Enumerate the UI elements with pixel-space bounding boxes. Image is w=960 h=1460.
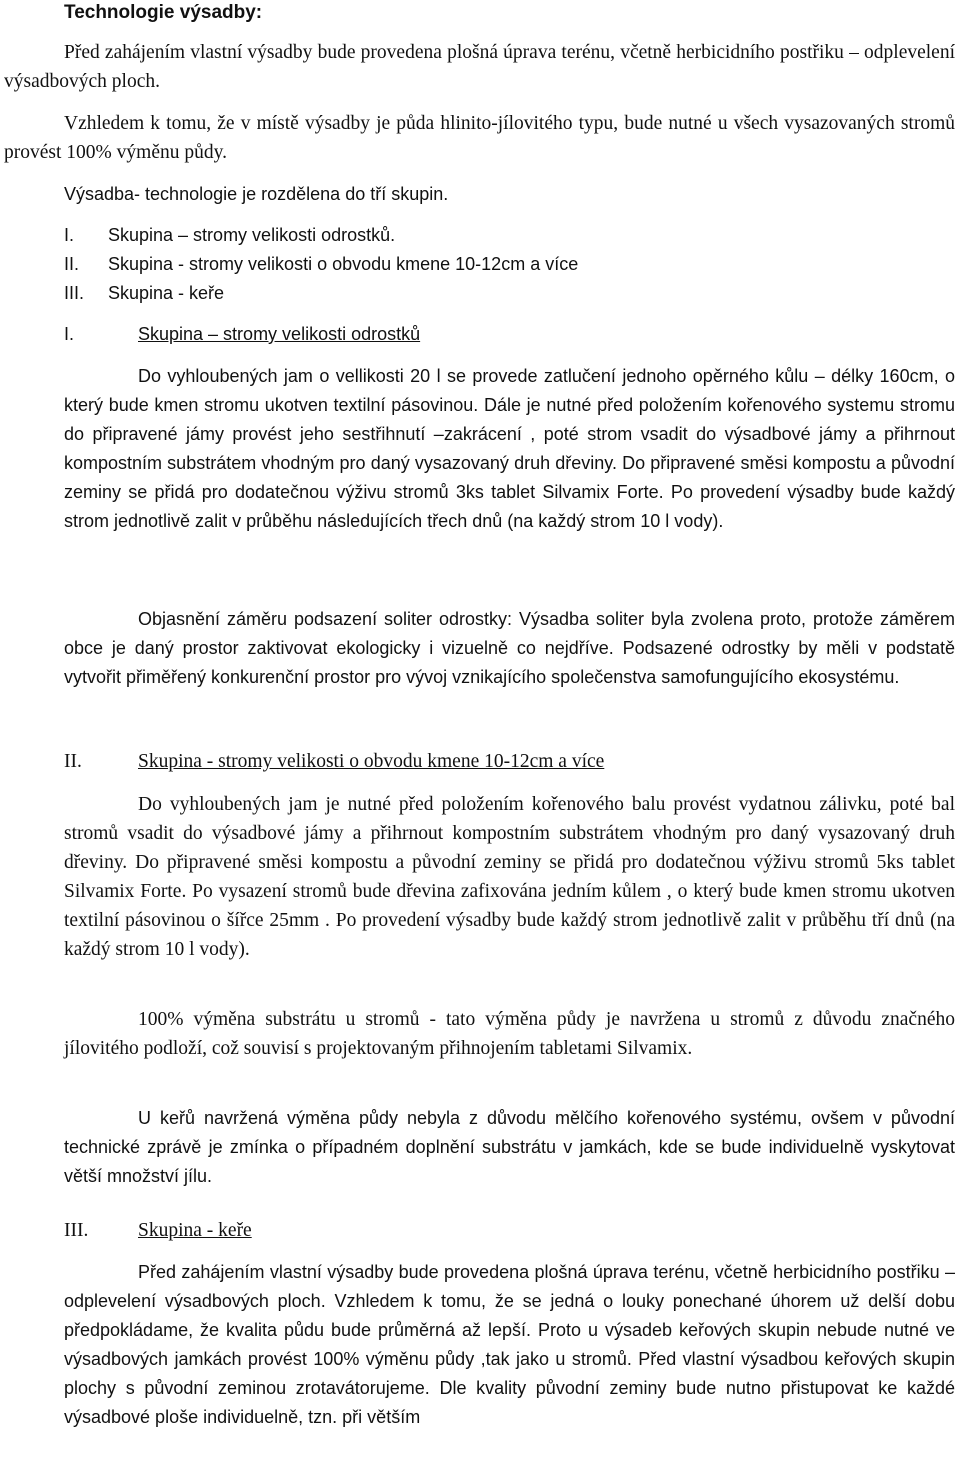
- section-1-title: Skupina – stromy velikosti odrostků: [138, 324, 421, 344]
- list-item-number: I.: [64, 225, 75, 245]
- intro-paragraph-1: Před zahájením vlastní výsadby bude provedena plošná úprava terénu, včetně herbicidního postřiku – odplevelení výsadbových ploch.: [4, 42, 955, 92]
- intro-paragraph-2: Vzhledem k tomu, že v místě výsadby je půda hlinito-jílovitého typu, bude nutné u všech vysazovaných stromů provést 100% výměnu půdy.: [4, 113, 955, 163]
- list-item: Skupina – stromy velikosti odrostků.: [108, 225, 396, 245]
- list-item-number: II.: [64, 254, 80, 274]
- page-title: Technologie výsadby:: [64, 2, 263, 23]
- list-item: Skupina - keře: [108, 283, 225, 303]
- section-2-paragraph-1: Do vyhloubených jam je nutné před položením kořenového balu provést vydatnou zálivku, poté bal stromů vsadit do výsadbové jámy a přihrnout kompostním substrátem vhodným pro daný vysazovaný druh dřeviny. Do připravené směsi kompostu a původní zeminy se přidá pro dodatečnou výživu stromů 5ks tablet Silvamix Forte. Po vysazení stromů bude dřevina zafixována jedním kůlem , o který bude kmen stromu ukotven textilní pásovinou o šířce 25mm . Po provedení výsadby bude každý strom jednotlivě zalit v průběhu tří dnů (na každý strom 10 l vody).: [64, 794, 955, 960]
- section-2-number: II.: [64, 751, 82, 772]
- section-3-number: III.: [64, 1220, 89, 1241]
- list-item-number: III.: [64, 283, 85, 303]
- section-2-title: Skupina - stromy velikosti o obvodu kmene 10-12cm a více: [138, 751, 605, 772]
- section-1-paragraph-2: Objasnění záměru podsazení soliter odrostky: Výsadba soliter byla zvolena proto, protože záměrem obce je daný prostor zaktivovat ekologicky i vizuelně co nejdříve. Podsazené odrostky by měli v podstatě vytvořit přiměřený konkurenční prostor pro vývoj vznikajícího společenstva samofungujícího ekosystému.: [64, 609, 955, 687]
- section-2-paragraph-3: U keřů navržená výměna půdy nebyla z důvodu mělčího kořenového systému, ovšem v původní technické zprávě je zmínka o případném doplnění substrátu v jamkách, kde se bude individuelně vyskytovat větší množství jílu.: [64, 1108, 955, 1186]
- section-3-paragraph-1: Před zahájením vlastní výsadby bude provedena plošná úprava terénu, včetně herbicidního postřiku – odplevelení výsadbových ploch. Vzhledem k tomu, že se jedná o louky ponechané úhorem už delší dobu předpokládame, že kvalita půdu bude průměrná až lepší. Proto u výsadeb keřových skupin nebude nutné ve výsadbových jamkách provést 100% výměnu půdy ,tak jako u stromů. Před vlastní výsadbou keřových skupin plochy s původní zeminou zrotavátorujeme. Dle kvality původní zeminy bude nutno přistupovat ke každé výsadbové ploše individuelně, tzn. při větším: [64, 1262, 955, 1427]
- section-1-paragraph-1: Do vyhloubených jam o vellikosti 20 l se provede zatlučení jednoho opěrného kůlu – délky 160cm, o který bude kmen stromu ukotven textilní pásovinou. Dále je nutné před položením kořenového systemu stromu do připravené jámy provést jeho sestřihnutí –zakrácení , poté strom vsadit do výsadbové jámy a přihrnout kompostním substrátem vhodným pro daný vysazovaný druh dřeviny. Do připravené směsi kompostu a původní zeminy se přidá pro dodatečnou výživu stromů 3ks tablet Silvamix Forte. Po provedení výsadby bude každý strom jednotlivě zalit v průběhu následujících třech dnů (na každý strom 10 l vody).: [64, 366, 955, 531]
- intro-paragraph-3: Výsadba- technologie je rozdělena do tří skupin.: [64, 184, 449, 204]
- list-item: Skupina - stromy velikosti o obvodu kmene 10-12cm a více: [108, 254, 579, 274]
- section-3-title: Skupina - keře: [138, 1220, 252, 1241]
- section-1-number: I.: [64, 324, 75, 344]
- section-2-paragraph-2: 100% výměna substrátu u stromů - tato výměna půdy je navržena u stromů z důvodu značného jílovitého podloží, což souvisí s projektovaným přihnojením tabletami Silvamix.: [64, 1009, 955, 1059]
